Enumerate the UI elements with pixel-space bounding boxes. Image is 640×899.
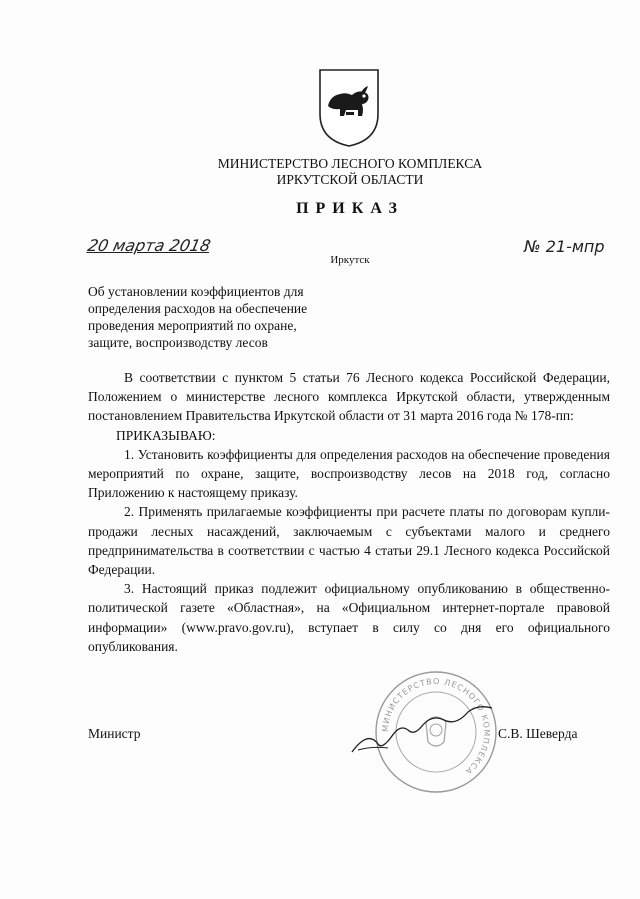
signer-name: С.В. Шеверда <box>498 726 578 741</box>
ministry-line-2: ИРКУТСКОЙ ОБЛАСТИ <box>276 172 424 187</box>
order-subject <box>88 283 348 351</box>
order-item-2: 2. Применять прилагаемые коэффициенты при расчете платы по договорам купли-продажи лесных насаждений, заключаемым с субъектами малого и среднего предпринимательства в соответствии с частью 4 статьи 29.1 Лесного кодекса Российской Федерации. <box>88 504 610 578</box>
subject-line: защите, воспроизводству лесов <box>88 335 268 350</box>
subject-line: проведения мероприятий по охране, <box>88 318 297 333</box>
subject-line: Об установлении коэффициентов для <box>88 284 304 299</box>
stamp-text: МИНИСТЕРСТВО ЛЕСНОГО КОМПЛЕКСА <box>380 676 492 777</box>
handwritten-date: 20 марта 2018 <box>85 236 213 255</box>
city-label: Иркутск <box>330 254 370 266</box>
subject-line: определения расходов на обеспечение <box>88 301 308 316</box>
order-keyword: ПРИКАЗЫВАЮ: <box>116 427 216 443</box>
order-body <box>88 368 610 656</box>
coat-of-arms-emblem <box>316 66 382 148</box>
ministry-line-1: МИНИСТЕРСТВО ЛЕСНОГО КОМПЛЕКСА <box>217 156 483 171</box>
signer-position: Министр <box>88 726 141 741</box>
order-item-3: 3. Настоящий приказ подлежит официальному опубликованию в общественно-политической газете «Областная», на «Официальном интернет-портале правовой информации» (www.pravo.gov.ru), вступает в силу со дня его официального опубликования. <box>88 581 610 654</box>
order-item-1: 1. Установить коэффициенты для определения расходов на обеспечение проведения мероприятий по охране, защите, воспроизводству лесов на 2018 год, согласно Приложению к настоящему приказу. <box>88 446 610 501</box>
document-type-title: ПРИКАЗ <box>296 200 404 217</box>
preamble-paragraph: В соответствии с пунктом 5 статьи 76 Лесного кодекса Российской Федерации, Положением о министерстве лесного комплекса Иркутской области, утвержденным постановлением Правительства Иркутской области от 31 марта 2016 года № 178-пп: <box>88 370 610 424</box>
handwritten-order-number: № 21-мпр <box>524 237 605 256</box>
handwritten-signature <box>348 700 498 760</box>
ministry-name <box>0 156 640 188</box>
